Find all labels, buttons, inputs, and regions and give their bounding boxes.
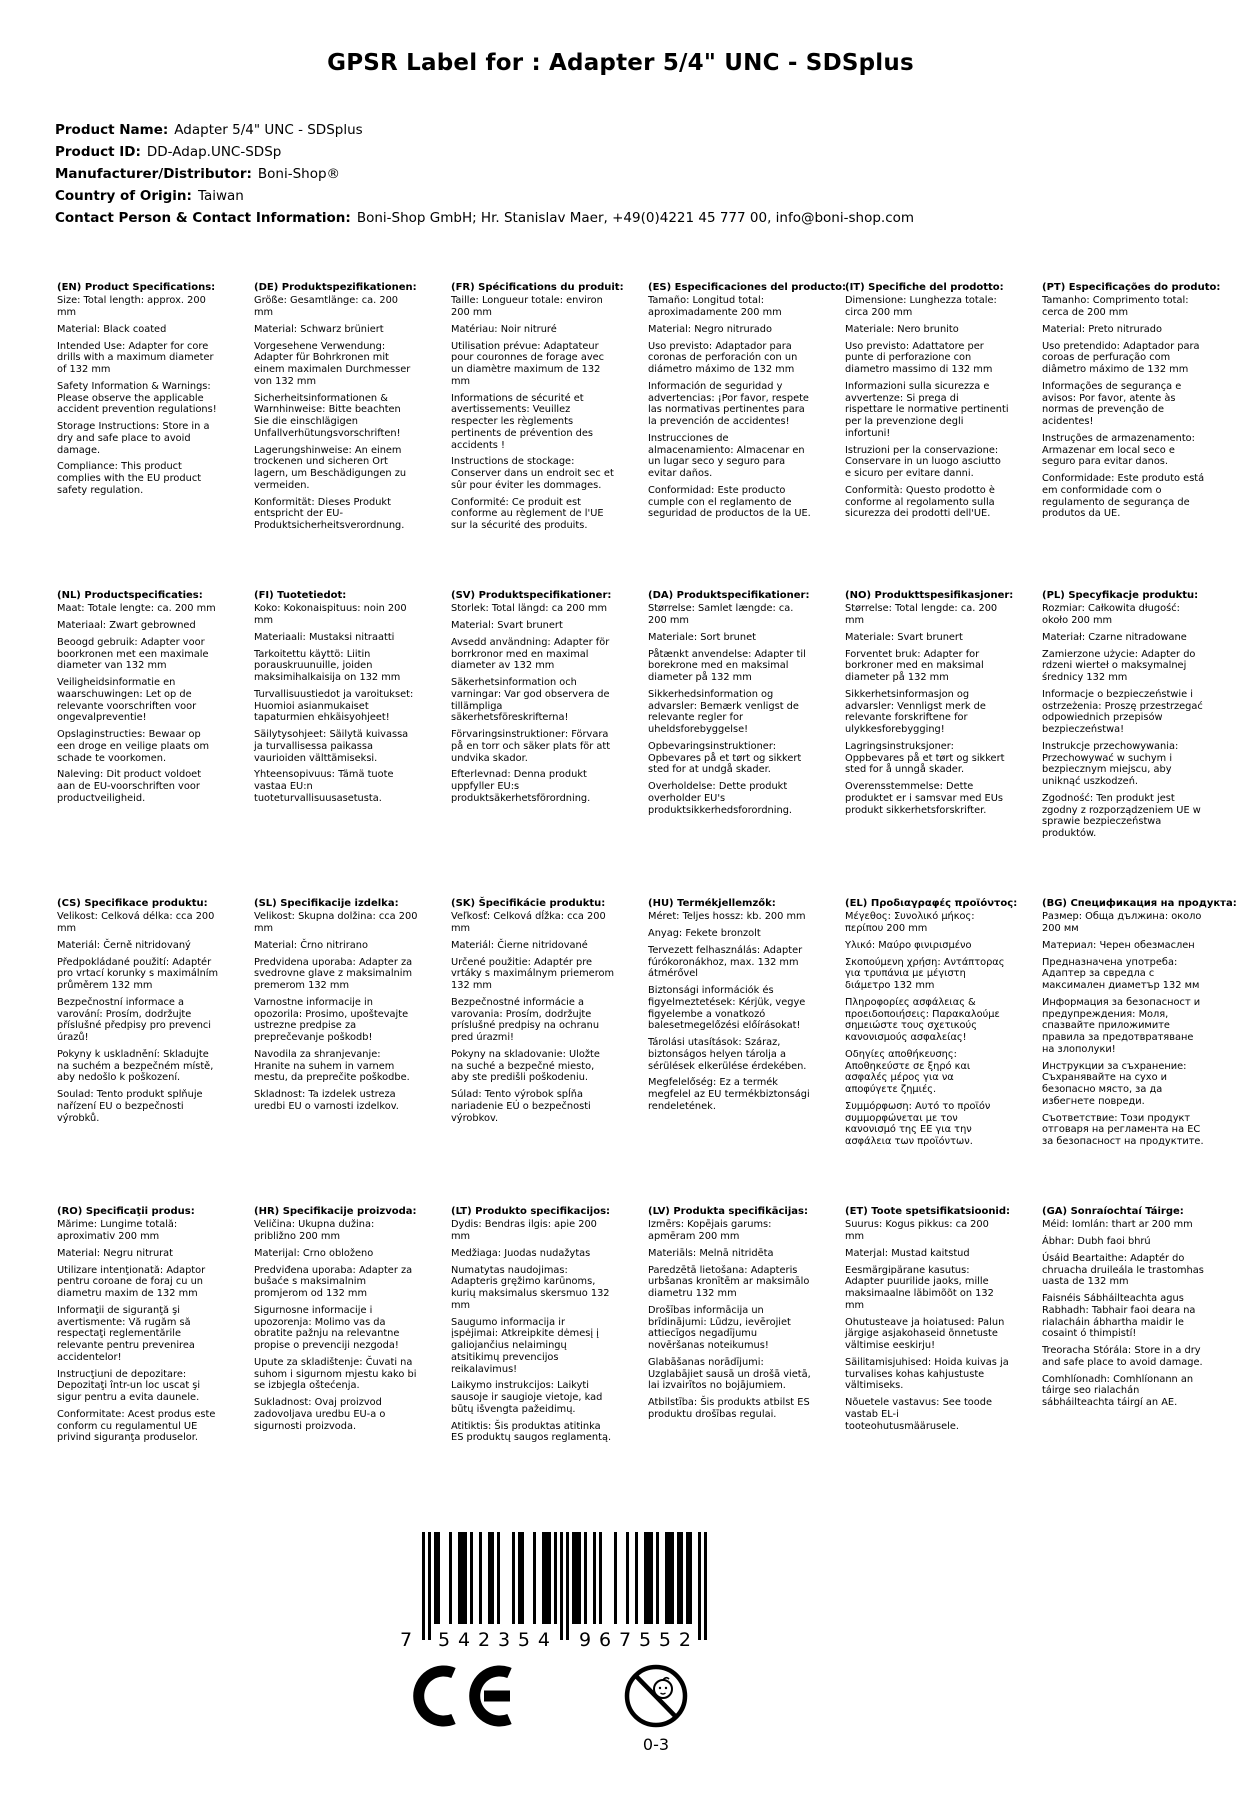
spec-paragraph: Rozmiar: Całkowita długość: około 200 mm [1042, 603, 1180, 627]
spec-paragraph: Medžiaga: Juodas nudažytas [451, 1247, 591, 1259]
spec-paragraph: Predviđena uporaba: Adapter za bušaće s maksimalnim promjerom od 132 mm [254, 1264, 413, 1300]
spec-paragraph: Tárolási utasítások: Száraz, biztonságos helyen tárolja a sérülések elkerülése érdekében. [648, 1037, 807, 1072]
spec-paragraph: Skladnost: Ta izdelek ustreza uredbi EU o varnosti izdelkov. [254, 1089, 399, 1112]
spec-paragraph: Glabāšanas norādījumi: Uzglabājiet sausā un drošā vietā, lai izvairītos no bojājumiem. [648, 1356, 811, 1392]
spec-paragraph: Maat: Totale lengte: ca. 200 mm [57, 603, 216, 615]
spec-paragraph: Veiligheidsinformatie en waarschuwingen: Let op de relevante voorschriften voor ongevalpreventie! [57, 677, 197, 724]
spec-paragraph: Atitiktis: Šis produktas atitinka ES produktų saugos reglamentą. [451, 1420, 612, 1444]
spec-paragraph: Materiāls: Melnā nitridēta [648, 1247, 774, 1259]
spec-block-header: (DE) Produktspezifikationen: [254, 282, 417, 294]
spec-paragraph: Istruzioni per la conservazione: Conservare in un luogo asciutto e sicuro per evitare danni. [845, 444, 1001, 480]
spec-paragraph: Mărime: Lungime totală: aproximativ 200 mm [57, 1219, 178, 1243]
spec-paragraph: Zgodność: Ten produkt jest zgodny z rozporządzeniem UE w sprawie bezpieczeństwa produktów. [1042, 792, 1201, 840]
spec-paragraph: Forventet bruk: Adapter for borkroner med en maksimal diameter på 132 mm [845, 648, 984, 684]
spec-paragraph: Informaţii de siguranţă şi avertismente: Vă rugăm să respectaţi reglementările relevante pentru prevenirea accidentelor! [57, 1304, 195, 1363]
spec-block-header: (EL) Προδιαγραφές προϊόντος: [845, 898, 1018, 910]
spec-paragraph: Materiaal: Zwart gebrowned [57, 620, 196, 632]
spec-block [648, 590, 812, 898]
spec-paragraph: Overholdelse: Dette produkt overholder EU's produktsikkerhedsforordning. [648, 781, 793, 816]
spec-block [57, 898, 221, 1206]
spec-block [1042, 590, 1206, 898]
spec-paragraph: Compliance: This product complies with the EU product safety regulation. [57, 461, 202, 496]
spec-paragraph: Saugumo informacija ir įspėjimai: Atkreipkite dėmesį į galiojančius nelaimingų atsitikimų prevencijos reikalavimus! [451, 1316, 599, 1375]
spec-block-header: (SV) Produktspecifikationer: [451, 590, 612, 602]
spec-paragraph: Pokyny na skladovanie: Uložte na suché a bezpečné miesto, aby ste predišli poškodeniu. [451, 1048, 600, 1084]
spec-paragraph: Информация за безопасност и предупреждения: Моля, спазвайте приложимите правила за предотвратяване на злополуки! [1042, 996, 1201, 1055]
spec-block-header: (PL) Specyfikacje produktu: [1042, 590, 1199, 602]
spec-paragraph: Informazioni sulla sicurezza e avvertenze: Si prega di rispettare le normative pertinenti per la prevenzione degli infortuni! [845, 380, 1009, 439]
spec-paragraph: Utilizare intenţionată: Adaptor pentru coroane de foraj cu un diametru maxim de 132 mm [57, 1264, 206, 1300]
spec-paragraph: Atbilstība: Šis produkts atbilst ES produktu drošības regulai. [648, 1397, 810, 1420]
spec-block-header: (HR) Specifikacije proizvoda: [254, 1206, 417, 1218]
product-info-label: Contact Person & Contact Information: [55, 209, 351, 226]
spec-paragraph: Bezpečnostní informace a varování: Prosím, dodržujte příslušné předpisy pro prevenci úrazů! [57, 996, 212, 1044]
product-info [55, 122, 1241, 226]
spec-paragraph: Предназначена употреба: Адаптер за свредла с максимален диаметър 132 мм [1042, 956, 1200, 992]
spec-paragraph: Numatytas naudojimas: Adapteris gręžimo karūnoms, kurių maksimalus skersmuo 132 mm [451, 1264, 610, 1311]
spec-paragraph: Informações de segurança e avisos: Por favor, atente às normas de prevenção de acidentes! [1042, 380, 1182, 428]
spec-paragraph: Opslaginstructies: Bewaar op een droge en veilige plaats om schade te voorkomen. [57, 729, 210, 764]
spec-paragraph: Předpokládané použití: Adaptér pro vrtací korunky s maximálním průměrem 132 mm [57, 956, 219, 992]
spec-paragraph: Tamanho: Comprimento total: cerca de 200 mm [1042, 295, 1189, 319]
spec-paragraph: Lagringsinstruksjoner: Oppbevares på et tørt og sikkert sted for å unngå skader. [845, 740, 1005, 776]
spec-paragraph: Säilytysohjeet: Säilytä kuivassa ja turvallisessa paikassa vaurioiden välttämiseksi. [254, 729, 409, 764]
spec-paragraph: Méid: Iomlán: thart ar 200 mm [1042, 1219, 1193, 1231]
spec-paragraph: Material: Črno nitrirano [254, 939, 368, 951]
product-info-line [55, 122, 1241, 139]
spec-block [648, 898, 812, 1206]
spec-paragraph: Súlad: Tento výrobok spĺňa nariadenie EÚ o bezpečnosti výrobkov. [451, 1089, 591, 1124]
spec-paragraph: Instruções de armazenamento: Armazenar em local seco e seguro para evitar danos. [1042, 432, 1195, 468]
spec-paragraph: Pokyny k uskladnění: Skladujte na suchém a bezpečném místě, aby nedošlo k poškození. [57, 1048, 214, 1084]
spec-paragraph: Instrucţiuni de depozitare: Depozitaţi într-un loc uscat şi sigur pentru a evita daunele. [57, 1368, 201, 1404]
spec-paragraph: Informacje o bezpieczeństwie i ostrzeżenia: Proszę przestrzegać odpowiednich przepisów bezpieczeństwa! [1042, 688, 1203, 736]
spec-block-header: (EN) Product Specifications: [57, 282, 216, 294]
spec-paragraph: Uso previsto: Adattatore per punte di perforazione con diametro massimo di 132 mm [845, 340, 993, 376]
spec-paragraph: Matériau: Noir nitruré [451, 323, 557, 335]
spec-paragraph: Overensstemmelse: Dette produktet er i samsvar med EUs produkt sikkerhetsforskrifter. [845, 781, 1004, 816]
spec-paragraph: Suurus: Kogus pikkus: ca 200 mm [845, 1219, 989, 1243]
spec-paragraph: Treoracha Stórála: Store in a dry and safe place to avoid damage. [1042, 1345, 1203, 1368]
spec-paragraph: Yhteensopivuus: Tämä tuote vastaa EU:n tuoteturvallisuusasetusta. [254, 769, 394, 804]
spec-paragraph: Materijal: Crno obloženo [254, 1247, 374, 1259]
spec-paragraph: Materiál: Černě nitridovaný [57, 939, 191, 951]
spec-grid [57, 282, 1241, 1514]
product-info-value: DD-Adap.UNC-SDSp [146, 143, 282, 160]
spec-paragraph: Ábhar: Dubh faoi bhrú [1042, 1236, 1151, 1248]
spec-paragraph: Izmērs: Kopējais garums: apmēram 200 mm [648, 1219, 772, 1243]
spec-paragraph: Paredzētā lietošana: Adapteris urbšanas kronītēm ar maksimālo diametru 132 mm [648, 1264, 810, 1300]
spec-block [845, 282, 1009, 590]
barcode-digits: 542354 [438, 1629, 550, 1652]
spec-paragraph: Материал: Черен обезмаслен [1042, 939, 1195, 951]
spec-paragraph: Sukladnost: Ovaj proizvod zadovoljava uredbu EU-a o sigurnosti proizvoda. [254, 1397, 386, 1432]
spec-paragraph: Velikost: Skupna dolžina: cca 200 mm [254, 911, 418, 935]
spec-block-header: (ES) Especificaciones del producto: [648, 282, 847, 294]
spec-paragraph: Förvaringsinstruktioner: Förvara på en torr och säker plats för att undvika skador. [451, 729, 611, 764]
spec-paragraph: Μέγεθος: Συνολικό μήκος: περίπου 200 mm [845, 911, 975, 935]
spec-paragraph: Materiale: Sort brunet [648, 631, 756, 643]
spec-block [451, 282, 624, 590]
product-info-value: Boni-Shop® [257, 165, 341, 182]
product-info-line [55, 144, 1241, 161]
spec-paragraph: Laikymo instrukcijos: Laikyti sausoje ir saugioje vietoje, kad būtų išvengta pažeidimų. [451, 1380, 603, 1415]
spec-paragraph: Uso previsto: Adaptador para coronas de perforación con un diámetro máximo de 132 mm [648, 340, 798, 376]
product-info-line [55, 166, 1241, 183]
spec-paragraph: Conformità: Questo prodotto è conforme al regolamento sulla sicurezza dei prodotti dell'UE. [845, 484, 995, 520]
spec-paragraph: Materiał: Czarne nitradowane [1042, 631, 1187, 643]
spec-block-header: (PT) Especificações do produto: [1042, 282, 1221, 294]
spec-paragraph: Uso pretendido: Adaptador para coroas de perfuração com diâmetro máximo de 132 mm [1042, 340, 1200, 376]
spec-block-header: (NL) Productspecificaties: [57, 590, 203, 602]
spec-paragraph: Safety Information & Warnings: Please observe the applicable accident prevention regulations! [57, 380, 217, 416]
spec-block-header: (HU) Termékjellemzők: [648, 898, 776, 910]
spec-block [254, 898, 418, 1206]
spec-block-header: (FR) Spécifications du produit: [451, 282, 624, 294]
spec-paragraph: Størrelse: Samlet længde: ca. 200 mm [648, 603, 794, 627]
spec-paragraph: Drošības informācija un brīdinājumi: Lūdzu, ievērojiet attiecīgos negadījumu novēršanas noteikumus! [648, 1304, 791, 1352]
spec-paragraph: Material: Negro nitrurado [648, 323, 772, 335]
spec-paragraph: Materjal: Mustad kaitstud [845, 1247, 970, 1259]
spec-paragraph: Tervezett felhasználás: Adapter fúrókoronákhoz, max. 132 mm átmérővel [648, 944, 803, 980]
spec-paragraph: Conformidad: Este producto cumple con el reglamento de seguridad de productos de la UE. [648, 484, 811, 520]
spec-paragraph: Instrucciones de almacenamiento: Almacenar en un lugar seco y seguro para evitar daños. [648, 432, 805, 480]
product-info-value: Taiwan [197, 187, 244, 204]
age-warning-icon [618, 1662, 694, 1760]
spec-paragraph: Conformitate: Acest produs este conform cu regulamentul UE privind siguranţa produselor. [57, 1408, 216, 1444]
spec-block [1042, 1206, 1206, 1514]
spec-paragraph: Size: Total length: approx. 200 mm [57, 295, 206, 319]
spec-paragraph: Vorgesehene Verwendung: Adapter für Bohrkronen mit einem maximalen Durchmesser von 132 mm [254, 340, 411, 387]
spec-block [845, 898, 1018, 1206]
spec-paragraph: Størrelse: Total lengde: ca. 200 mm [845, 603, 998, 627]
spec-block-header: (LT) Produkto specifikacijos: [451, 1206, 611, 1218]
spec-block-header: (LV) Produkta specifikācijas: [648, 1206, 808, 1218]
product-info-label: Country of Origin: [55, 187, 192, 204]
spec-block [451, 1206, 615, 1514]
spec-paragraph: Sicherheitsinformationen & Warnhinweise: Bitte beachten Sie die einschlägigen Unfallverhütungsvorschriften! [254, 392, 401, 439]
spec-paragraph: Lagerungshinweise: An einem trockenen und sicheren Ort lagern, um Beschädigungen zu vermeiden. [254, 444, 407, 491]
spec-paragraph: Σκοπούμενη χρήση: Αντάπτορας για τρυπάνια με μέγιστη διάμετρο 132 mm [845, 956, 1005, 992]
spec-block [648, 282, 847, 590]
spec-block-header: (DA) Produktspecifikationer: [648, 590, 810, 602]
spec-block [254, 282, 418, 590]
ean13-barcode [392, 1528, 872, 1656]
spec-paragraph: Koko: Kokonaispituus: noin 200 mm [254, 603, 407, 627]
spec-block [254, 1206, 418, 1514]
spec-paragraph: Sikkerhetsinformasjon og advarsler: Vennligst merk de relevante forskriftene for ulykkesforebygging! [845, 688, 986, 736]
spec-block-header: (BG) Спецификация на продукта: [1042, 898, 1237, 910]
spec-paragraph: Biztonsági információk és figyelmeztetések: Kérjük, vegye figyelembe a vonatkozó balesetmegelőzési előírásokat! [648, 985, 806, 1032]
spec-paragraph: Material: Negru nitrurat [57, 1247, 174, 1259]
spec-paragraph: Faisnéis Sábháilteachta agus Rabhadh: Tabhair faoi deara na rialacháin ábhartha maidir le cosaint ó thimpistí! [1042, 1293, 1196, 1340]
spec-paragraph: Soulad: Tento produkt splňuje nařízení EU o bezpečnosti výrobků. [57, 1089, 203, 1124]
spec-paragraph: Dimensione: Lunghezza totale: circa 200 mm [845, 295, 997, 319]
spec-paragraph: Utilisation prévue: Adaptateur pour couronnes de forage avec un diamètre maximum de 132 mm [451, 340, 605, 387]
barcode-digits: 7 [400, 1629, 413, 1652]
spec-paragraph: Υλικό: Μαύρο φινιρισμένο [845, 939, 972, 951]
spec-paragraph: Predvidena uporaba: Adapter za svedrovne glave z maksimalnim premerom 132 mm [254, 956, 413, 992]
spec-block [845, 590, 1014, 898]
spec-paragraph: Συμμόρφωση: Αυτό το προϊόν συμμορφώνεται με τον κανονισμό της ΕΕ για την ασφάλεια των προϊόντων. [845, 1100, 991, 1148]
spec-paragraph: Размер: Обща дължина: около 200 мм [1042, 911, 1202, 935]
spec-paragraph: Materiaali: Mustaksi nitraatti [254, 631, 395, 643]
ce-mark-icon [410, 1662, 522, 1734]
bottom-zone [392, 1528, 872, 1760]
spec-paragraph: Upute za skladištenje: Čuvati na suhom i sigurnom mjestu kako bi se izbjegla oštećenja. [254, 1356, 417, 1392]
spec-paragraph: Eesmärgipärane kasutus: Adapter puurilide jaoks, mille maksimaalne läbimõõt on 132 mm [845, 1264, 994, 1311]
spec-paragraph: Nõuetele vastavus: See toode vastab EL-i tooteohutusmäärusele. [845, 1397, 993, 1432]
spec-paragraph: Material: Svart brunert [451, 620, 563, 632]
spec-block [451, 898, 615, 1206]
spec-paragraph: Dydis: Bendras ilgis: apie 200 mm [451, 1219, 597, 1243]
spec-paragraph: Veľkosť: Celková dĺžka: cca 200 mm [451, 911, 606, 935]
spec-paragraph: Veličina: Ukupna dužina: približno 200 mm [254, 1219, 375, 1243]
spec-block-header: (NO) Produkttspesifikasjoner: [845, 590, 1014, 602]
spec-paragraph: Efterlevnad: Denna produkt uppfyller EU:s produktsäkerhetsförordning. [451, 769, 591, 804]
spec-block-header: (IT) Specifiche del prodotto: [845, 282, 1004, 294]
spec-paragraph: Conformidade: Este produto está em conformidade com o regulamento de segurança de produtos da UE. [1042, 473, 1205, 520]
spec-paragraph: Sigurnosne informacije i upozorenja: Molimo vas da obratite pažnju na relevantne propise o prevenciji nezgoda! [254, 1304, 400, 1352]
spec-paragraph: Zamierzone użycie: Adapter do rdzeni wierteł o maksymalnej średnicy 132 mm [1042, 648, 1196, 684]
spec-paragraph: Avsedd användning: Adapter för borrkronor med en maximal diameter av 132 mm [451, 636, 610, 672]
spec-paragraph: Určené použitie: Adaptér pre vrtáky s maximálnym priemerom 132 mm [451, 956, 615, 992]
spec-block-header: (SK) Špecifikácie produktu: [451, 898, 606, 910]
spec-paragraph: Konformität: Dieses Produkt entspricht der EU-Produktsicherheitsverordnung. [254, 496, 405, 532]
spec-paragraph: Úsáid Beartaithe: Adaptér do chruacha druileála le trastomhas uasta de 132 mm [1042, 1252, 1204, 1288]
spec-paragraph: Instrukcje przechowywania: Przechowywać w suchym i bezpiecznym miejscu, aby uniknąć uszkodzeń. [1042, 740, 1179, 788]
spec-paragraph: Navodila za shranjevanje: Hranite na suhem in varnem mestu, da preprečite poškodbe. [254, 1048, 410, 1084]
barcode-digits: 967552 [579, 1629, 691, 1652]
spec-paragraph: Conformité: Ce produit est conforme au règlement de l'UE sur la sécurité des produits. [451, 496, 604, 532]
product-info-value: Adapter 5/4" UNC - SDSplus [174, 122, 363, 138]
spec-paragraph: Съответствие: Този продукт отговаря на регламента на ЕС за безопасност на продуктите. [1042, 1112, 1204, 1148]
product-info-line [55, 210, 1241, 227]
page-title: GPSR Label for : Adapter 5/4" UNC - SDSplus [327, 50, 914, 76]
spec-paragraph: Πληροφορίες ασφάλειας & προειδοποιήσεις: Παρακαλούμε σημειώστε τους σχετικούς κανονισμούς ασφαλείας! [845, 996, 1000, 1044]
spec-paragraph: Tamaño: Longitud total: aproximadamente 200 mm [648, 295, 782, 319]
product-info-label: Product ID: [55, 143, 141, 160]
spec-block [57, 1206, 221, 1514]
spec-block [451, 590, 615, 898]
spec-paragraph: Méret: Teljes hossz: kb. 200 mm [648, 911, 806, 923]
spec-paragraph: Anyag: Fekete bronzolt [648, 928, 761, 940]
product-info-label: Product Name: [55, 122, 169, 138]
spec-paragraph: Materiál: Čierne nitridované [451, 939, 588, 951]
spec-paragraph: Sikkerhedsinformation og advarsler: Bemærk venligst de relevante regler for uheldsforebyggelse! [648, 688, 799, 736]
spec-block-header: (FI) Tuotetiedot: [254, 590, 347, 602]
spec-paragraph: Megfelelőség: Ez a termék megfelel az EU termékbiztonsági rendeletének. [648, 1077, 810, 1112]
spec-paragraph: Materiale: Nero brunito [845, 323, 959, 335]
spec-block [648, 1206, 812, 1514]
spec-block-header: (ET) Toote spetsifikatsioonid: [845, 1206, 1011, 1218]
spec-block [1042, 898, 1237, 1206]
spec-paragraph: Bezpečnostné informácie a varovania: Prosím, dodržujte príslušné predpisy na ochranu pred úrazmi! [451, 996, 600, 1044]
spec-paragraph: Tarkoitettu käyttö: Liitin porauskruunuille, joiden maksimihalkaisija on 132 mm [254, 648, 401, 684]
product-info-line [55, 188, 1241, 205]
spec-paragraph: Materiale: Svart brunert [845, 631, 963, 643]
spec-paragraph: Instructions de stockage: Conserver dans un endroit sec et sûr pour éviter les dommages. [451, 456, 614, 491]
spec-paragraph: Инструкции за съхранение: Съхранявайте на сухо и безопасно място, за да избегнете повреди. [1042, 1060, 1187, 1107]
spec-paragraph: Comhlíonadh: Comhlíonann an táirge seo rialachán sábháilteachta táirgí an AE. [1042, 1373, 1194, 1409]
spec-paragraph: Taille: Longueur totale: environ 200 mm [451, 295, 603, 319]
spec-block-header: (RO) Specificaţii produs: [57, 1206, 195, 1218]
spec-paragraph: Intended Use: Adapter for core drills with a maximum diameter of 132 mm [57, 340, 214, 376]
spec-paragraph: Material: Black coated [57, 323, 167, 335]
spec-block [57, 590, 221, 898]
spec-paragraph: Οδηγίες αποθήκευσης: Αποθηκεύστε σε ξηρό και ασφαλές μέρος για να αποφύγετε ζημιές. [845, 1048, 971, 1096]
spec-paragraph: Material: Preto nitrurado [1042, 323, 1162, 335]
spec-paragraph: Informations de sécurité et avertissements: Veuillez respecter les règlements pertinents de prévention des accidents ! [451, 392, 594, 451]
spec-paragraph: Material: Schwarz brüniert [254, 323, 384, 335]
spec-paragraph: Turvallisuustiedot ja varoitukset: Huomioi asianmukaiset tapaturmien ehkäisyohjeet! [254, 688, 414, 724]
spec-paragraph: Säkerhetsinformation och varningar: Var god observera de tillämpliga säkerhetsföreskrifterna! [451, 677, 610, 724]
spec-block [254, 590, 418, 898]
spec-paragraph: Varnostne informacije in opozorila: Prosimo, upoštevajte ustrezne predpise za preprečevanje poškodb! [254, 996, 409, 1044]
spec-paragraph: Storage Instructions: Store in a dry and safe place to avoid damage. [57, 421, 210, 456]
spec-paragraph: Påtænkt anvendelse: Adapter til borekrone med en maksimal diameter på 132 mm [648, 648, 806, 684]
spec-block-header: (CS) Specifikace produktu: [57, 898, 208, 910]
spec-block-header: (GA) Sonraíochtaí Táirge: [1042, 1206, 1184, 1218]
spec-block [57, 282, 221, 590]
product-info-value: Boni-Shop GmbH; Hr. Stanislav Maer, +49(0)4221 45 777 00, info@boni-shop.com [356, 209, 915, 226]
spec-paragraph: Ohutusteave ja hoiatused: Palun järgige asjakohaseid õnnetuste vältimise eeskirju! [845, 1316, 1005, 1352]
spec-paragraph: Größe: Gesamtlänge: ca. 200 mm [254, 295, 399, 319]
spec-paragraph: Storlek: Total längd: ca 200 mm [451, 603, 608, 615]
spec-block [1042, 282, 1221, 590]
spec-paragraph: Velikost: Celková délka: cca 200 mm [57, 911, 215, 935]
spec-paragraph: Säilitamisjuhised: Hoida kuivas ja turvalises kohas kahjustuste vältimiseks. [845, 1356, 1009, 1392]
age-warning-label: 0-3 [642, 1735, 670, 1755]
spec-block-header: (SL) Specifikacije izdelka: [254, 898, 399, 910]
product-info-label: Manufacturer/Distributor: [55, 165, 252, 182]
spec-paragraph: Información de seguridad y advertencias: ¡Por favor, respete las normativas pertinentes para la prevención de accidentes! [648, 380, 809, 428]
spec-paragraph: Naleving: Dit product voldoet aan de EU-voorschriften voor productveiligheid. [57, 769, 202, 804]
spec-paragraph: Opbevaringsinstruktioner: Opbevares på et tørt og sikkert sted for at undgå skader. [648, 740, 802, 776]
spec-block [845, 1206, 1009, 1514]
spec-paragraph: Beoogd gebruik: Adapter voor boorkronen met een maximale diameter van 132 mm [57, 636, 209, 672]
